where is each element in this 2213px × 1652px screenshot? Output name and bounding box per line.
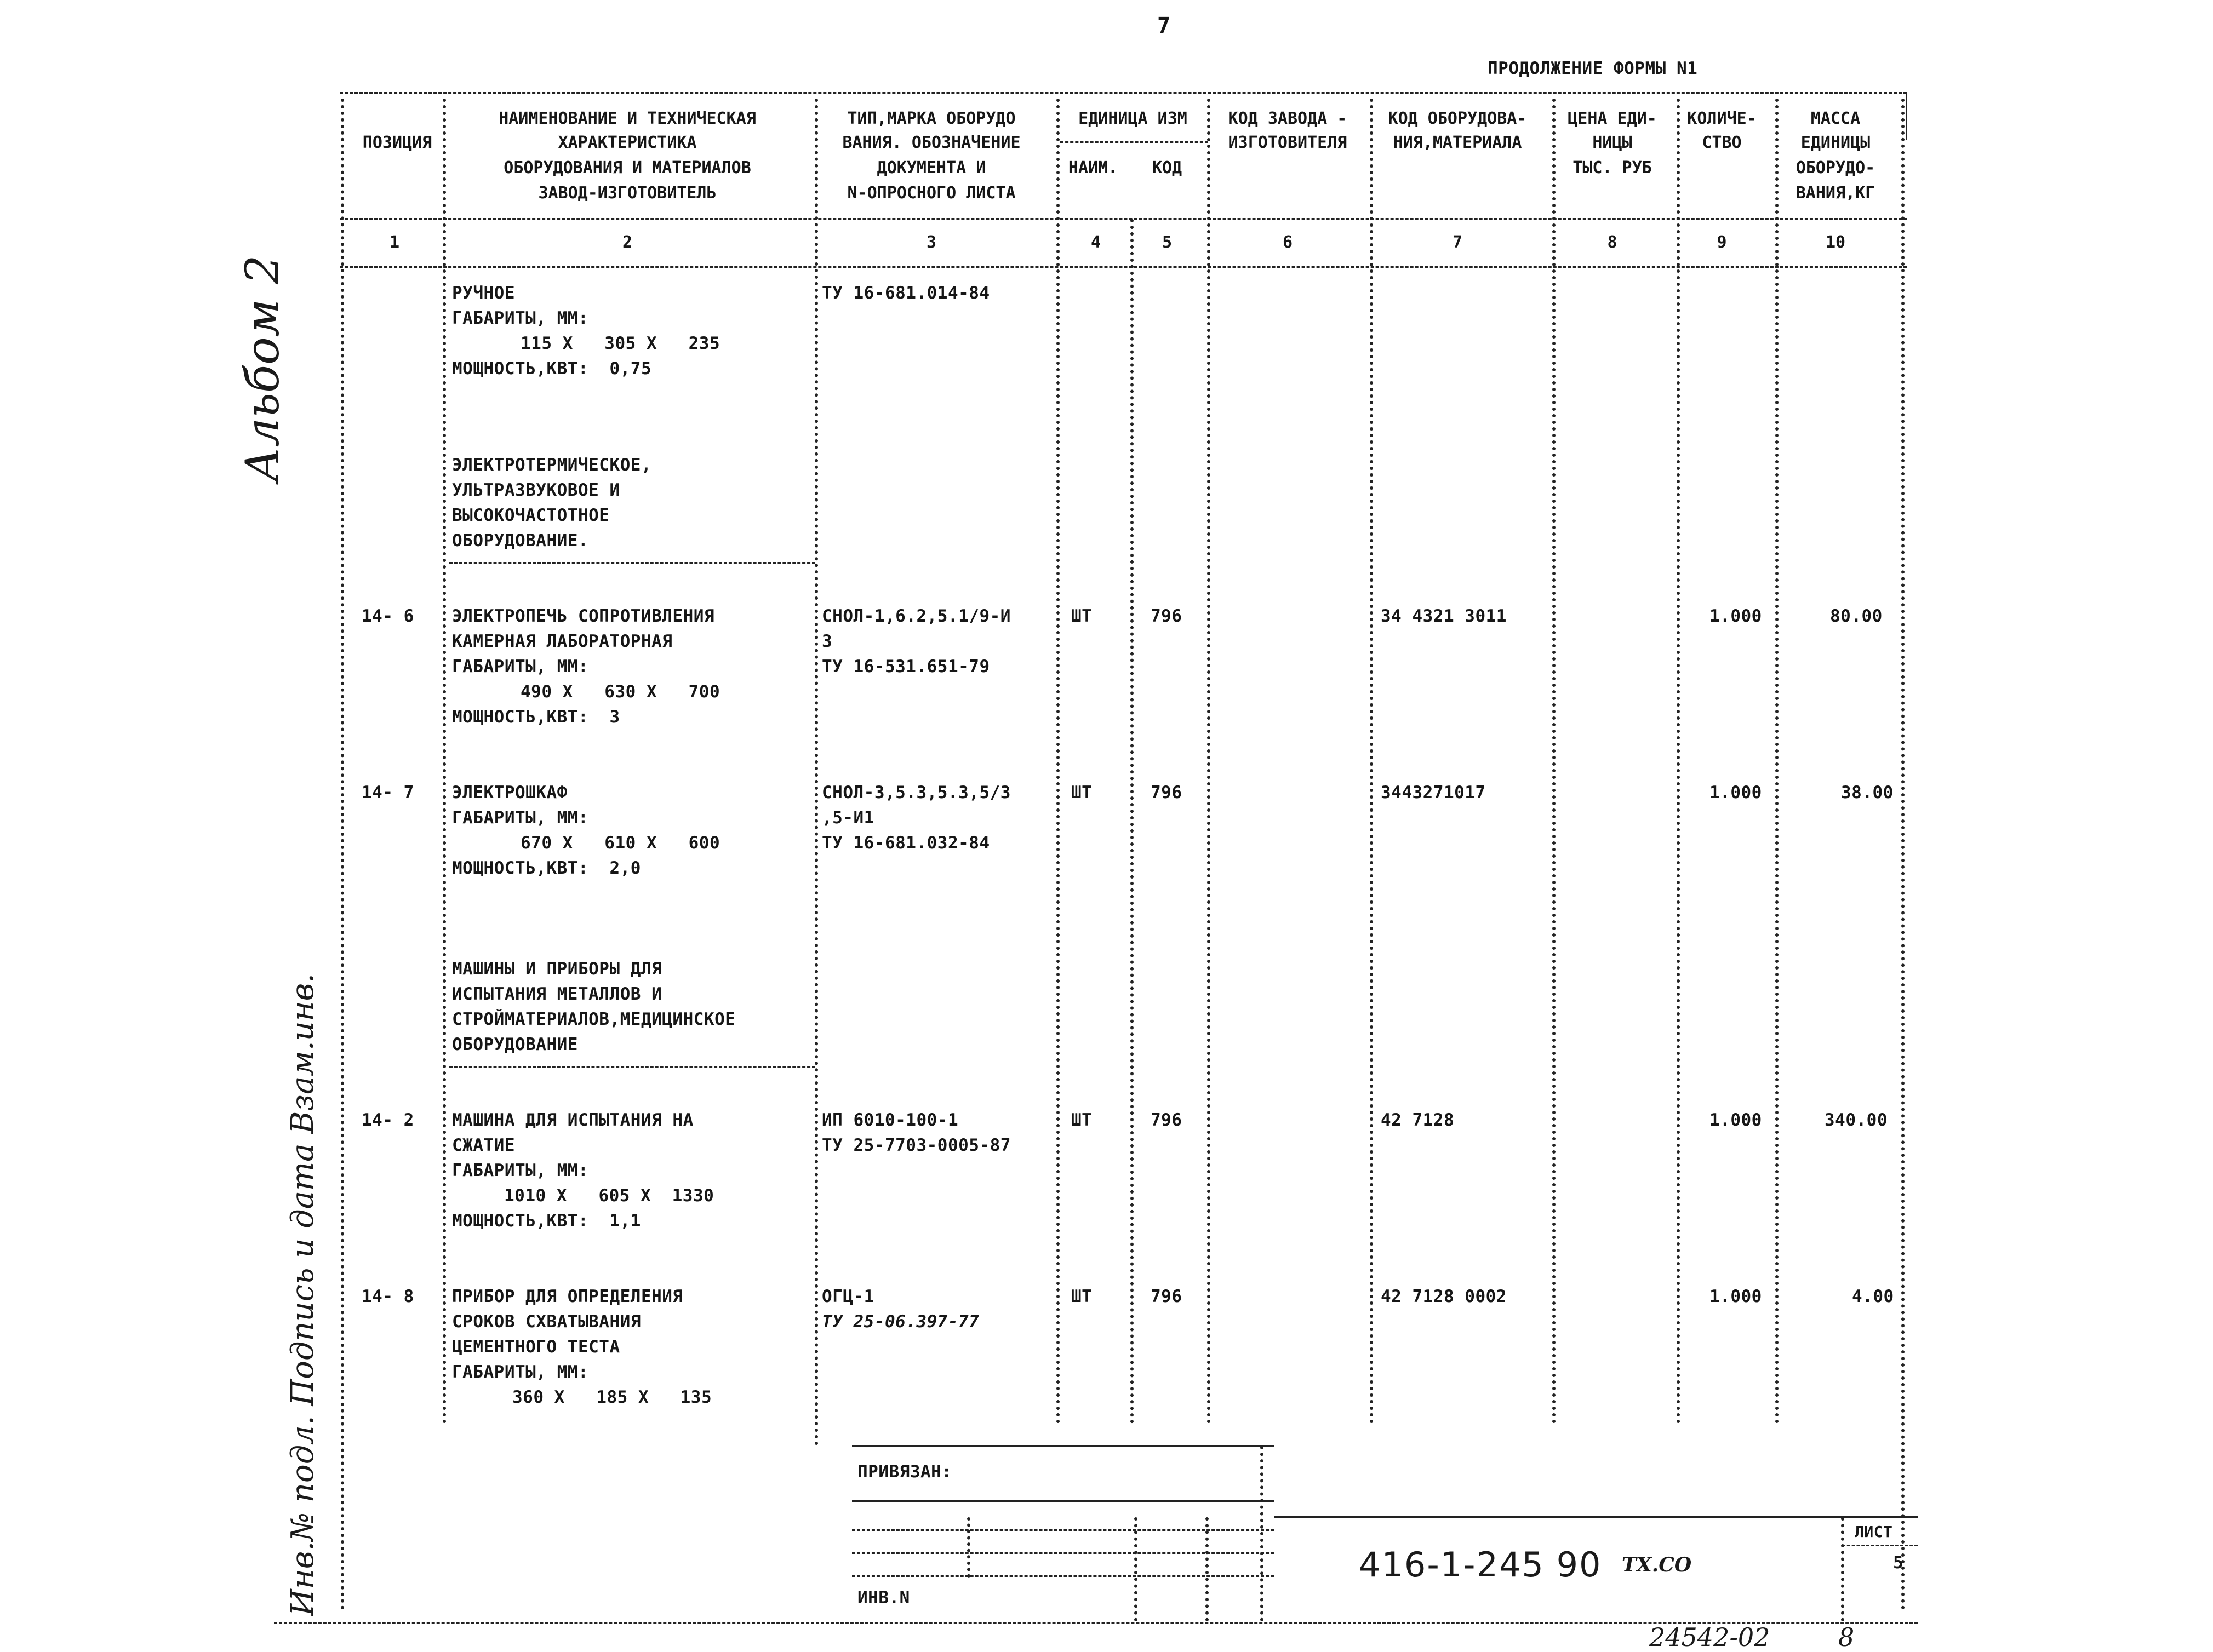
section-line: МАШИНЫ И ПРИБОРЫ ДЛЯ: [452, 959, 662, 979]
row-desc: ЦЕМЕНТНОГО ТЕСТА: [452, 1337, 620, 1357]
continuation-title: ПРОДОЛЖЕНИЕ ФОРМЫ N1: [1488, 59, 1698, 78]
bottom-code-handwriting: 24542-02: [1649, 1622, 1770, 1652]
header-col7-line2: НИЯ,МАТЕРИАЛА: [1393, 133, 1522, 152]
row-desc: ПРИБОР ДЛЯ ОПРЕДЕЛЕНИЯ: [452, 1287, 683, 1306]
header-col3-line4: N-ОПРОСНОГО ЛИСТА: [847, 183, 1016, 203]
row-position: 14- 7: [362, 783, 414, 802]
row-desc: СЖАТИЕ: [452, 1135, 515, 1155]
row-unit: ШТ: [1071, 783, 1093, 802]
row-doc: ОГЦ-1: [822, 1287, 874, 1306]
intro-line: МОЩНОСТЬ,КВТ: 0,75: [452, 359, 652, 378]
section-line: ОБОРУДОВАНИЕ: [452, 1035, 578, 1054]
row-position: 14- 2: [362, 1110, 414, 1130]
intro-line: РУЧНОЕ: [452, 283, 515, 303]
header-col3-line1: ТИП,МАРКА ОБОРУДО: [847, 109, 1016, 128]
side-note-handwriting: Инв.№ подл. Подпись и дата Взам.инв.: [285, 973, 321, 1616]
header-col4: НАИМ.: [1068, 158, 1118, 177]
header-col3-line3: ДОКУМЕНТА И: [877, 158, 986, 177]
row-qty: 1.000: [1709, 783, 1762, 802]
header-unit: ЕДИНИЦА ИЗМ: [1078, 109, 1187, 128]
row-unit-code: 796: [1151, 1287, 1182, 1306]
col-number: 1: [389, 233, 400, 252]
col-number: 2: [622, 233, 633, 252]
row-equip-code: 42 7128 0002: [1381, 1287, 1507, 1306]
drawing-code: 416-1-245 90: [1359, 1545, 1602, 1585]
privyazan-label: ПРИВЯЗАН:: [857, 1462, 952, 1482]
header-col2-line1: НАИМЕНОВАНИЕ И ТЕХНИЧЕСКАЯ: [499, 109, 756, 128]
row-unit: ШТ: [1071, 1287, 1093, 1306]
col-number: 10: [1825, 233, 1846, 252]
row-position: 14- 8: [362, 1287, 414, 1306]
row-mass: 4.00: [1852, 1287, 1894, 1306]
header-col2-line3: ОБОРУДОВАНИЯ И МАТЕРИАЛОВ: [504, 158, 751, 177]
header-col2-line2: ХАРАКТЕРИСТИКА: [558, 133, 697, 152]
section-line: ВЫСОКОЧАСТОТНОЕ: [452, 506, 610, 525]
row-desc: ГАБАРИТЫ, ММ:: [452, 1161, 589, 1180]
page-number: 7: [1157, 13, 1171, 38]
row-mass: 340.00: [1825, 1110, 1888, 1130]
intro-doc: ТУ 16-681.014-84: [822, 283, 990, 303]
header-col9-line1: КОЛИЧЕ-: [1687, 109, 1757, 128]
row-mass: 38.00: [1841, 783, 1894, 802]
row-desc: ЭЛЕКТРОШКАФ: [452, 783, 568, 802]
bottom-page-handwriting: 8: [1838, 1622, 1855, 1652]
col-number: 9: [1717, 233, 1727, 252]
row-unit-code: 796: [1151, 606, 1182, 626]
header-col10-line1: МАССА: [1810, 109, 1861, 128]
row-desc: ЭЛЕКТРОПЕЧЬ СОПРОТИВЛЕНИЯ: [452, 606, 715, 626]
row-unit-code: 796: [1151, 1110, 1182, 1130]
col-number: 8: [1607, 233, 1617, 252]
header-col10-line3: ОБОРУДО-: [1795, 158, 1875, 177]
row-unit: ШТ: [1071, 1110, 1093, 1130]
row-desc: МОЩНОСТЬ,КВТ: 1,1: [452, 1211, 641, 1231]
row-position: 14- 6: [362, 606, 414, 626]
header-col7-line1: КОД ОБОРУДОВА-: [1388, 109, 1527, 128]
row-doc: ТУ 25-06.397-77: [822, 1312, 980, 1332]
row-doc: 3: [822, 632, 833, 651]
section-line: ОБОРУДОВАНИЕ.: [452, 531, 589, 550]
col-number: 5: [1162, 233, 1173, 252]
intro-line: ГАБАРИТЫ, ММ:: [452, 308, 589, 328]
header-col8-line1: ЦЕНА ЕДИ-: [1568, 109, 1657, 128]
col-number: 7: [1452, 233, 1463, 252]
row-equip-code: 3443271017: [1381, 783, 1486, 802]
row-desc: ГАБАРИТЫ, ММ:: [452, 1362, 589, 1382]
header-col10-line4: ВАНИЯ,КГ: [1795, 183, 1875, 203]
row-desc: МОЩНОСТЬ,КВТ: 3: [452, 707, 620, 727]
row-doc: ТУ 25-7703-0005-87: [822, 1135, 1011, 1155]
sheet-label: ЛИСТ: [1855, 1523, 1893, 1541]
header-col6-line2: ИЗГОТОВИТЕЛЯ: [1228, 133, 1347, 152]
header-col3-line2: ВАНИЯ. ОБОЗНАЧЕНИЕ: [842, 133, 1021, 152]
section-line: УЛЬТРАЗВУКОВОЕ И: [452, 480, 620, 500]
col-number: 3: [926, 233, 937, 252]
row-qty: 1.000: [1709, 1287, 1762, 1306]
row-unit-code: 796: [1151, 783, 1182, 802]
row-doc: ,5-И1: [822, 808, 874, 828]
row-qty: 1.000: [1709, 606, 1762, 626]
row-desc: СРОКОВ СХВАТЫВАНИЯ: [452, 1312, 641, 1332]
row-doc: ТУ 16-681.032-84: [822, 833, 990, 853]
row-doc: СНОЛ-3,5.3,5.3,5/3: [822, 783, 1011, 802]
header-col8-line3: ТЫС. РУБ: [1572, 158, 1652, 177]
row-desc: МОЩНОСТЬ,КВТ: 2,0: [452, 858, 641, 878]
row-doc: СНОЛ-1,6.2,5.1/9-И: [822, 606, 1011, 626]
sheet-number: 5: [1893, 1553, 1904, 1573]
row-desc: 360 X 185 X 135: [512, 1387, 712, 1407]
section-line: ЭЛЕКТРОТЕРМИЧЕСКОЕ,: [452, 455, 652, 475]
row-mass: 80.00: [1830, 606, 1883, 626]
row-unit: ШТ: [1071, 606, 1093, 626]
header-col6-line1: КОД ЗАВОДА -: [1228, 109, 1347, 128]
section-line: ИСПЫТАНИЯ МЕТАЛЛОВ И: [452, 984, 662, 1004]
intro-line: 115 X 305 X 235: [521, 334, 720, 353]
section-line: СТРОЙМАТЕРИАЛОВ,МЕДИЦИНСКОЕ: [452, 1009, 736, 1029]
row-doc: ТУ 16-531.651-79: [822, 657, 990, 676]
row-desc: ГАБАРИТЫ, ММ:: [452, 808, 589, 828]
row-desc: ГАБАРИТЫ, ММ:: [452, 657, 589, 676]
drawing-suffix: ТХ.СО: [1622, 1553, 1692, 1576]
row-desc: 490 X 630 X 700: [521, 682, 720, 702]
album-handwriting: Альбом 2: [236, 255, 289, 482]
row-qty: 1.000: [1709, 1110, 1762, 1130]
header-col2-line4: ЗАВОД-ИЗГОТОВИТЕЛЬ: [538, 183, 717, 203]
col-number: 4: [1090, 233, 1101, 252]
row-doc: ИП 6010-100-1: [822, 1110, 959, 1130]
inv-number-label: ИНВ.N: [857, 1588, 910, 1608]
header-col10-line2: ЕДИНИЦЫ: [1800, 133, 1871, 152]
row-desc: 1010 X 605 X 1330: [504, 1186, 714, 1206]
header-col1: ПОЗИЦИЯ: [362, 133, 432, 152]
col-number: 6: [1282, 233, 1293, 252]
row-desc: 670 X 610 X 600: [521, 833, 720, 853]
row-equip-code: 42 7128: [1381, 1110, 1455, 1130]
header-col5: КОД: [1152, 158, 1182, 177]
row-desc: МАШИНА ДЛЯ ИСПЫТАНИЯ НА: [452, 1110, 694, 1130]
row-desc: КАМЕРНАЯ ЛАБОРАТОРНАЯ: [452, 632, 673, 651]
header-col8-line2: НИЦЫ: [1592, 133, 1632, 152]
row-equip-code: 34 4321 3011: [1381, 606, 1507, 626]
header-col9-line2: СТВО: [1702, 133, 1742, 152]
